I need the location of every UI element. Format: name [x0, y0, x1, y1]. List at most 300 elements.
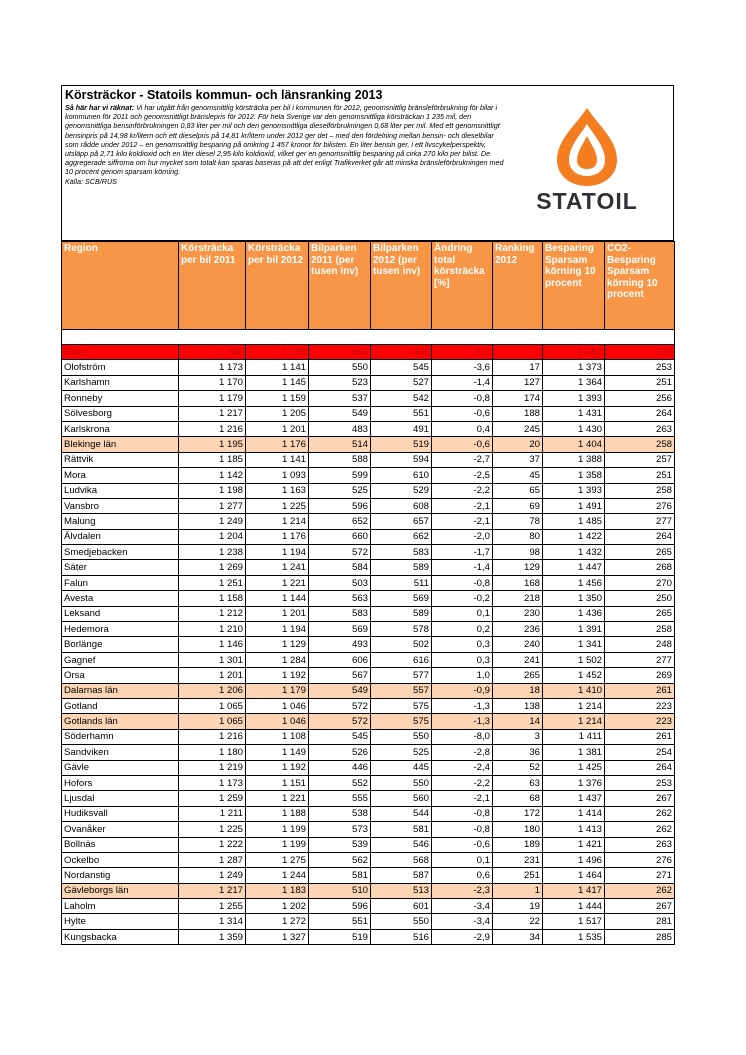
value-cell: 557	[371, 683, 432, 698]
value-cell: 80	[493, 529, 543, 544]
value-cell: 584	[309, 560, 371, 575]
value-cell: 550	[309, 360, 371, 375]
county-row	[62, 714, 675, 729]
value-cell: 573	[309, 822, 371, 837]
value-cell: -1,3	[432, 714, 493, 729]
value-cell: 1 287	[179, 852, 246, 867]
value-cell: 568	[371, 852, 432, 867]
county-row	[62, 883, 675, 898]
value-cell: 267	[605, 791, 675, 806]
value-cell: 545	[309, 729, 371, 744]
value-cell: 537	[309, 391, 371, 406]
value-cell: 1 221	[246, 575, 309, 590]
value-cell: 577	[371, 668, 432, 683]
value-cell: 277	[605, 652, 675, 667]
value-cell: 1 202	[246, 899, 309, 914]
table-row	[62, 483, 675, 498]
value-cell: 1 217	[179, 883, 246, 898]
value-cell: 1 217	[179, 406, 246, 421]
value-cell: 572	[309, 698, 371, 713]
value-cell: 262	[605, 822, 675, 837]
value-cell: 1 425	[543, 760, 605, 775]
value-cell: 1 176	[246, 529, 309, 544]
column-header: CO2-Besparing Sparsam körning 10 procent	[605, 242, 675, 330]
value-cell: 251	[493, 868, 543, 883]
region-cell: Blekinge län	[62, 437, 179, 452]
value-cell: 549	[309, 683, 371, 698]
table-row	[62, 360, 675, 375]
value-cell: 0,1	[432, 852, 493, 867]
value-cell: 1 241	[246, 560, 309, 575]
region-cell: Gotlands län	[62, 714, 179, 729]
value-cell: 258	[605, 622, 675, 637]
value-cell: -3,4	[432, 899, 493, 914]
report-header	[61, 85, 674, 241]
region-cell: Leksand	[62, 606, 179, 621]
value-cell: 1 093	[246, 468, 309, 483]
value-cell: 1 411	[543, 729, 605, 744]
value-cell: 1 404	[543, 437, 605, 452]
value-cell: 1 173	[179, 360, 246, 375]
method-description	[65, 103, 505, 186]
value-cell: 0,3	[432, 637, 493, 652]
column-header: Besparing Sparsam körning 10 procent	[543, 242, 605, 330]
ranking-table	[61, 241, 675, 945]
value-cell: 256	[605, 391, 675, 406]
value-cell: -2,3	[432, 883, 493, 898]
value-cell: 1 301	[179, 652, 246, 667]
value-cell: -2,7	[432, 452, 493, 467]
value-cell: 34	[493, 929, 543, 944]
value-cell: 265	[605, 606, 675, 621]
value-cell: 1 170	[179, 375, 246, 390]
value-cell: 538	[309, 806, 371, 821]
table-row	[62, 560, 675, 575]
value-cell: 527	[371, 375, 432, 390]
table-row	[62, 868, 675, 883]
value-cell: 258	[605, 483, 675, 498]
value-cell: -8,0	[432, 729, 493, 744]
value-cell: 523	[309, 375, 371, 390]
value-cell: 1 192	[246, 760, 309, 775]
value-cell: 265	[605, 545, 675, 560]
value-cell: -0,8	[432, 575, 493, 590]
spreadsheet-page	[61, 85, 674, 945]
value-cell: 575	[371, 714, 432, 729]
value-cell: 550	[371, 729, 432, 744]
value-cell: 277	[605, 514, 675, 529]
value-cell: 1 464	[543, 868, 605, 883]
value-cell: -1,3	[432, 698, 493, 713]
region-cell: Karlskrona	[62, 421, 179, 436]
value-cell: 253	[605, 775, 675, 790]
value-cell: 1 491	[543, 498, 605, 513]
source-note: Källa: SCB/RUS	[65, 176, 117, 186]
value-cell: 1 180	[179, 745, 246, 760]
value-cell: -1,7	[432, 545, 493, 560]
region-cell: Sölvesborg	[62, 406, 179, 421]
value-cell: 1 214	[543, 714, 605, 729]
value-cell: 599	[309, 468, 371, 483]
value-cell: 581	[309, 868, 371, 883]
value-cell: -2,2	[432, 483, 493, 498]
value-cell: 1 205	[246, 406, 309, 421]
method-label: Så här har vi räknat:	[65, 103, 135, 112]
value-cell: 281	[605, 914, 675, 929]
value-cell: 552	[309, 775, 371, 790]
value-cell: 1 185	[179, 452, 246, 467]
region-cell: Mora	[62, 468, 179, 483]
value-cell: 1 249	[179, 514, 246, 529]
value-cell: 1 214	[543, 698, 605, 713]
value-cell: 572	[309, 545, 371, 560]
value-cell: 1 211	[179, 806, 246, 821]
value-cell: 1 314	[179, 914, 246, 929]
value-cell: 69	[493, 498, 543, 513]
value-cell: 657	[371, 514, 432, 529]
region-cell: Gävleborgs län	[62, 883, 179, 898]
value-cell: 549	[309, 406, 371, 421]
column-header: Bilparken 2011 (per tusen inv)	[309, 242, 371, 330]
value-cell: 542	[371, 391, 432, 406]
value-cell: 14	[493, 714, 543, 729]
spacer-row	[62, 330, 675, 345]
value-cell: 1 393	[543, 391, 605, 406]
table-row	[62, 391, 675, 406]
region-cell: Falun	[62, 575, 179, 590]
value-cell: 63	[493, 775, 543, 790]
value-cell: 1 452	[543, 668, 605, 683]
value-cell: 1 485	[543, 514, 605, 529]
value-cell: 172	[493, 806, 543, 821]
value-cell: 606	[309, 652, 371, 667]
county-row	[62, 437, 675, 452]
value-cell: 257	[605, 452, 675, 467]
value-cell: 1 219	[179, 760, 246, 775]
value-cell: 445	[371, 760, 432, 775]
value-cell: 236	[493, 622, 543, 637]
value-cell: 1 249	[179, 868, 246, 883]
value-cell: 18	[493, 683, 543, 698]
value-cell: 0,3	[432, 652, 493, 667]
region-cell: Vansbro	[62, 498, 179, 513]
value-cell: 1 194	[246, 622, 309, 637]
value-cell: 1 260	[179, 345, 246, 360]
value-cell: 446	[309, 760, 371, 775]
value-cell: 263	[605, 421, 675, 436]
table-row	[62, 468, 675, 483]
value-cell: 546	[371, 837, 432, 852]
table-row	[62, 822, 675, 837]
region-cell: Sandviken	[62, 745, 179, 760]
value-cell: 1 272	[246, 914, 309, 929]
value-cell: 1 277	[179, 498, 246, 513]
region-cell: Orsa	[62, 668, 179, 683]
region-cell: Laholm	[62, 899, 179, 914]
value-cell: 268	[605, 560, 675, 575]
column-header: Ändring total körsträcka [%]	[432, 242, 493, 330]
table-row	[62, 606, 675, 621]
value-cell: -1,4	[432, 375, 493, 390]
value-cell: -2,0	[432, 529, 493, 544]
value-cell: 610	[371, 468, 432, 483]
value-cell: 662	[371, 529, 432, 544]
value-cell: 1 216	[179, 729, 246, 744]
value-cell: 253	[605, 360, 675, 375]
value-cell: 254	[605, 745, 675, 760]
statoil-logo	[517, 104, 657, 224]
table-row	[62, 852, 675, 867]
value-cell: -1,4	[432, 560, 493, 575]
value-cell: 503	[309, 575, 371, 590]
value-cell: 511	[371, 575, 432, 590]
column-header: Bilparken 2012 (per tusen inv)	[371, 242, 432, 330]
table-row	[62, 514, 675, 529]
value-cell: -3,4	[432, 914, 493, 929]
value-cell: 1 364	[543, 375, 605, 390]
value-cell: -0,8	[432, 391, 493, 406]
value-cell: 601	[371, 899, 432, 914]
value-cell: 596	[309, 899, 371, 914]
value-cell: -0,6	[432, 837, 493, 852]
region-cell: Karlshamn	[62, 375, 179, 390]
value-cell: 550	[371, 775, 432, 790]
value-cell: 1 145	[246, 375, 309, 390]
value-cell: 1 146	[179, 637, 246, 652]
value-cell: 0,4	[432, 421, 493, 436]
value-cell: 1 437	[543, 791, 605, 806]
table-row	[62, 698, 675, 713]
value-cell: 1,0	[432, 668, 493, 683]
column-header: Körsträcka per bil 2012	[246, 242, 309, 330]
value-cell: 276	[605, 852, 675, 867]
value-cell: 262	[605, 806, 675, 821]
value-cell: 1 201	[179, 668, 246, 683]
value-cell: 1 432	[543, 545, 605, 560]
value-cell: 525	[309, 483, 371, 498]
value-cell: 223	[605, 714, 675, 729]
value-cell: 569	[309, 622, 371, 637]
value-cell: 513	[371, 883, 432, 898]
value-cell: 502	[371, 637, 432, 652]
value-cell: 589	[371, 560, 432, 575]
value-cell: 466	[371, 345, 432, 360]
value-cell: 0,6	[432, 868, 493, 883]
value-cell: 1 457	[543, 345, 605, 360]
value-cell: -0,6	[432, 437, 493, 452]
region-cell: Dalarnas län	[62, 683, 179, 698]
value-cell: 168	[493, 575, 543, 590]
value-cell: 78	[493, 514, 543, 529]
value-cell: 1 517	[543, 914, 605, 929]
national-row	[62, 345, 675, 360]
value-cell: 519	[309, 929, 371, 944]
logo-wordmark: STATOIL	[536, 188, 638, 214]
value-cell: 1 393	[543, 483, 605, 498]
value-cell: 1 195	[179, 437, 246, 452]
value-cell: 1 456	[543, 575, 605, 590]
region-cell: Säter	[62, 560, 179, 575]
value-cell: 562	[309, 852, 371, 867]
region-cell: Malung	[62, 514, 179, 529]
value-cell: 545	[371, 360, 432, 375]
value-cell: 127	[493, 375, 543, 390]
value-cell: 1 284	[246, 652, 309, 667]
value-cell: -2,2	[432, 775, 493, 790]
value-cell: 1 151	[246, 775, 309, 790]
value-cell: 262	[605, 883, 675, 898]
region-cell: Hudiksvall	[62, 806, 179, 821]
value-cell: 1 431	[543, 406, 605, 421]
value-cell: 1 496	[543, 852, 605, 867]
value-cell: -2,5	[432, 468, 493, 483]
value-cell: 1 065	[179, 714, 246, 729]
value-cell: 550	[371, 914, 432, 929]
spacer-cell	[62, 330, 675, 345]
value-cell: 1 436	[543, 606, 605, 621]
value-cell: 526	[309, 745, 371, 760]
value-cell: 138	[493, 698, 543, 713]
table-row	[62, 452, 675, 467]
value-cell	[493, 345, 543, 360]
value-cell: 514	[309, 437, 371, 452]
value-cell: 1 163	[246, 483, 309, 498]
value-cell: 1 199	[246, 822, 309, 837]
region-cell: Söderhamn	[62, 729, 179, 744]
value-cell: 1 216	[179, 421, 246, 436]
value-cell: 267	[605, 899, 675, 914]
value-cell: 539	[309, 837, 371, 852]
table-row	[62, 622, 675, 637]
value-cell: 270	[605, 575, 675, 590]
value-cell: 587	[371, 868, 432, 883]
value-cell: -0,6	[432, 406, 493, 421]
value-cell: 493	[309, 637, 371, 652]
value-cell: -2,1	[432, 514, 493, 529]
table-header-row	[62, 242, 675, 330]
value-cell: 1 235	[246, 345, 309, 360]
value-cell: 544	[371, 806, 432, 821]
value-cell: 1 214	[246, 514, 309, 529]
value-cell: -3,6	[432, 360, 493, 375]
value-cell: 129	[493, 560, 543, 575]
value-cell: 1 159	[246, 391, 309, 406]
value-cell: 250	[605, 591, 675, 606]
value-cell: 37	[493, 452, 543, 467]
value-cell: 529	[371, 483, 432, 498]
table-row	[62, 406, 675, 421]
column-header: Region	[62, 242, 179, 330]
value-cell: 1 183	[246, 883, 309, 898]
value-cell: 240	[493, 637, 543, 652]
value-cell: 98	[493, 545, 543, 560]
value-cell: 1 502	[543, 652, 605, 667]
value-cell: 189	[493, 837, 543, 852]
table-row	[62, 498, 675, 513]
value-cell: 1 381	[543, 745, 605, 760]
value-cell: 1 212	[179, 606, 246, 621]
table-row	[62, 668, 675, 683]
table-row	[62, 745, 675, 760]
value-cell: 1 376	[543, 775, 605, 790]
value-cell: 1 414	[543, 806, 605, 821]
value-cell: 516	[371, 929, 432, 944]
value-cell: 45	[493, 468, 543, 483]
value-cell: 581	[371, 822, 432, 837]
value-cell: 174	[493, 391, 543, 406]
value-cell: 596	[309, 498, 371, 513]
value-cell: 20	[493, 437, 543, 452]
table-row	[62, 545, 675, 560]
value-cell: 223	[605, 698, 675, 713]
value-cell: 608	[371, 498, 432, 513]
region-cell: Gävle	[62, 760, 179, 775]
value-cell: 1 158	[179, 591, 246, 606]
value-cell: 1 225	[246, 498, 309, 513]
value-cell: 1 259	[179, 791, 246, 806]
value-cell: 652	[309, 514, 371, 529]
value-cell: 483	[309, 421, 371, 436]
value-cell: 583	[309, 606, 371, 621]
value-cell: 1 046	[246, 714, 309, 729]
value-cell: 276	[605, 498, 675, 513]
value-cell: 1 251	[179, 575, 246, 590]
region-cell: Hofors	[62, 775, 179, 790]
value-cell: 551	[309, 914, 371, 929]
value-cell: -0,2	[432, 591, 493, 606]
value-cell: 68	[493, 791, 543, 806]
value-cell: 1 210	[179, 622, 246, 637]
value-cell: -1,7	[432, 345, 493, 360]
value-cell: -2,1	[432, 498, 493, 513]
column-header: Ranking 2012	[493, 242, 543, 330]
region-cell: Älvdalen	[62, 529, 179, 544]
region-cell: Olofström	[62, 360, 179, 375]
value-cell: 589	[371, 606, 432, 621]
value-cell: 1 198	[179, 483, 246, 498]
value-cell: 1 192	[246, 668, 309, 683]
value-cell: 1 238	[179, 545, 246, 560]
value-cell: 1 358	[543, 468, 605, 483]
value-cell: 525	[371, 745, 432, 760]
value-cell: 1 194	[246, 545, 309, 560]
value-cell: 616	[371, 652, 432, 667]
value-cell: 269	[605, 668, 675, 683]
value-cell: 3	[493, 729, 543, 744]
region-cell: Ludvika	[62, 483, 179, 498]
table-row	[62, 637, 675, 652]
value-cell: 1 188	[246, 806, 309, 821]
table-row	[62, 806, 675, 821]
value-cell: 1 179	[246, 683, 309, 698]
value-cell: 560	[371, 791, 432, 806]
value-cell: 1 129	[246, 637, 309, 652]
table-row	[62, 929, 675, 944]
method-text: Vi har utgått från genomsnittlig körsträcka per bil i kommunen för 2012, genomsnittlig bränsleförbrukning för bilar i kommunen för 2011 och genomsnittligt bränslepris för 2012. För hela Sverige var den genomsnittliga körsträckan 1 235 mil, den genomsnittliga bensinförbrukningen 0,83 liter per mil och den genomsnittliga dieselförbrukningen 0,68 liter per mil. Med ett genomsnittligt bensinpris på 14,98 kr/litern och ett dieselpris på 14,81 kr/litern under 2012 ger det – med den fördelning mellan bensin- och dieselbilar som rådde under 2012 – en genomsnittlig besparing på omkring 1 457 kronor för bilisten. En liter bensin ger, i ett livscykelperspektiv, utsläpp på 2,71 kilo koldioxid och en liter diesel 2,95 kilo koldioxid, vilket ger en genomsnittlig besparing på cirka 270 kilo per bilist. De aggregerade siffrorna om hur mycket som totalt kan sparas baseras på att det enligt Trafikverket går att minska bränsleförbrukningen med 10 procent genom sparsam körning.	[65, 103, 504, 177]
county-row	[62, 683, 675, 698]
value-cell: 1 421	[543, 837, 605, 852]
value-cell: 65	[493, 483, 543, 498]
value-cell: 251	[605, 375, 675, 390]
value-cell: 188	[493, 406, 543, 421]
value-cell: 1 222	[179, 837, 246, 852]
value-cell: 231	[493, 852, 543, 867]
value-cell: 1 350	[543, 591, 605, 606]
value-cell: 1 199	[246, 837, 309, 852]
value-cell: 1 327	[246, 929, 309, 944]
value-cell: 569	[371, 591, 432, 606]
value-cell: 230	[493, 606, 543, 621]
